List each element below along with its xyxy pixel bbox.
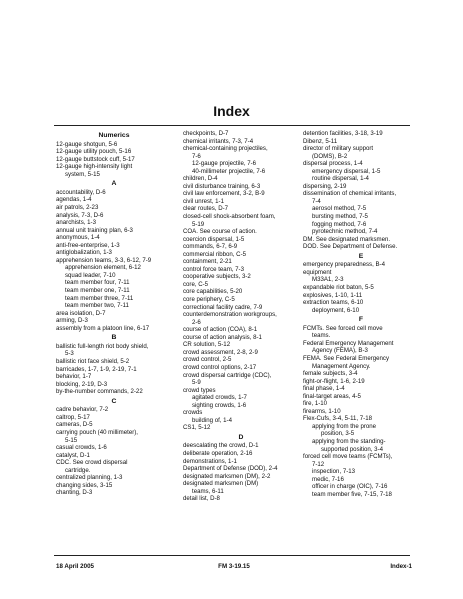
index-entry: Flex-Cufs, 3-4, 5-11, 7-18 <box>303 415 372 423</box>
index-entry: teams. <box>312 332 331 340</box>
index-entry: position, 3-5 <box>321 430 355 438</box>
section-heading: Numerics <box>98 132 130 139</box>
index-entry: final-target areas, 4-5 <box>303 392 361 400</box>
index-entry: Management Agency. <box>312 362 371 370</box>
index-subentry: M33A1, 2-3 <box>312 276 344 284</box>
index-entry: FCMTs. See forced cell move <box>303 324 383 332</box>
index-column-3 <box>303 130 419 498</box>
index-subentry: applying from the prone <box>312 422 377 430</box>
index-entry: 2-6 <box>192 318 201 326</box>
index-subentry: emergency dispersal, 1-5 <box>312 167 381 175</box>
index-entry: cooperative subjects, 3-2 <box>183 273 251 281</box>
index-entry: counterdemonstration workgroups, <box>183 311 277 319</box>
index-entry: supported position, 3-4 <box>321 445 383 453</box>
page-footer <box>56 562 412 572</box>
index-entry: control force team, 7-3 <box>183 265 244 273</box>
index-entry: DOD. See Department of Defense. <box>303 243 398 251</box>
index-entry: closed-cell shock-absorbent foam, <box>183 213 276 221</box>
footer-manual: FM 3-19.15 <box>218 563 250 570</box>
index-entry: clear routes, D-7 <box>183 205 229 213</box>
index-entry: 5-19 <box>192 220 205 228</box>
index-entry: director of military support <box>303 145 374 153</box>
footer-date: 18 April 2005 <box>56 563 94 570</box>
index-entry: centralized planning, 1-3 <box>56 474 123 482</box>
section-heading: A <box>111 180 117 188</box>
index-entry: ballistic riot face shield, 5-2 <box>56 358 130 365</box>
index-entry: accountability, D-6 <box>56 188 106 196</box>
index-entry: civil disturbance training, 6-3 <box>183 182 261 190</box>
index-entry: chanting, D-3 <box>56 489 93 497</box>
index-column-1 <box>56 130 172 497</box>
header-rule <box>54 125 410 126</box>
index-entry: system, 5-15 <box>65 170 100 178</box>
index-entry: 7-4 <box>312 197 321 205</box>
index-entry: air patrols, 2-23 <box>56 204 99 212</box>
index-subentry: officer in charge (OIC), 7-16 <box>312 483 388 491</box>
index-entry: Department of Defense (DOD), 2-4 <box>183 465 278 473</box>
index-entry: crowds <box>183 409 203 417</box>
index-subentry: deployment, 6-10 <box>312 306 360 314</box>
index-entry: ballistic full-length riot body shield, <box>56 342 149 350</box>
index-entry: 7-12 <box>312 460 325 468</box>
index-entry: fire, 1-10 <box>303 400 328 408</box>
index-entry: carrying pouch (40 millimeter), <box>56 428 138 436</box>
index-entry: teams, 6-11 <box>192 487 224 495</box>
index-entry: blocking, 2-19, D-3 <box>56 380 108 388</box>
index-subentry: squad leader, 7-10 <box>65 271 116 279</box>
index-entry: designated marksmen (DM) <box>183 480 259 488</box>
section-heading: C <box>111 397 117 405</box>
index-entry: agendas, 1-4 <box>56 196 92 204</box>
index-column-2 <box>183 130 299 503</box>
index-entry: children, D-4 <box>183 175 218 183</box>
section-heading: D <box>238 433 244 441</box>
index-entry: by-the-number commands, 2-22 <box>56 388 143 396</box>
index-entry: course of action analysis, 8-1 <box>183 333 262 341</box>
index-entry: annual unit training plan, 6-3 <box>56 226 133 234</box>
index-entry: detention facilities, 3-18, 3-19 <box>303 130 383 137</box>
index-entry: designated marksmen (DM), 2-2 <box>183 472 271 480</box>
index-entry: commands, 6-7, 6-9 <box>183 243 238 251</box>
index-entry: expandable riot baton, 5-5 <box>303 283 374 291</box>
index-entry: apprehension teams, 3-3, 6-12, 7-9 <box>56 256 152 264</box>
index-entry: course of action (COA), 8-1 <box>183 326 258 334</box>
index-entry: 5-15 <box>65 436 78 444</box>
index-subentry: apprehension element, 6-12 <box>65 264 141 272</box>
section-heading: F <box>358 316 364 324</box>
index-entry: Agency (FEMA), B-3 <box>312 347 368 355</box>
index-entry: barricades, 1-7, 1-9, 2-19, 7-1 <box>56 365 137 373</box>
index-entry: crowd dispersal cartridge (CDC), <box>183 371 272 379</box>
index-entry: assembly from a platoon line, 6-17 <box>56 324 150 332</box>
index-entry: (DOMS), B-2 <box>312 152 348 160</box>
index-entry: crowd types <box>183 386 216 394</box>
index-entry: core, C-5 <box>183 280 209 288</box>
index-entry: COA. See course of action. <box>183 228 257 236</box>
index-entry: casual crowds, 1-6 <box>56 444 107 452</box>
index-subentry: 40-millimeter projectile, 7-6 <box>192 167 266 175</box>
index-entry: CDC. See crowd dispersal <box>56 459 128 467</box>
index-entry: DM. See designated marksmen. <box>303 235 391 243</box>
index-subentry: building of, 1-4 <box>192 416 232 424</box>
index-subentry: team member five, 7-15, 7-18 <box>312 490 392 498</box>
index-entry: cadre behavior, 7-2 <box>56 406 109 414</box>
footer-page-number: Index-1 <box>390 563 412 570</box>
index-entry: Federal Emergency Management <box>303 339 394 347</box>
index-entry: chemical-containing projectiles, <box>183 145 268 153</box>
index-entry: forced cell move teams (FCMTs), <box>303 453 393 461</box>
index-entry: detail list, D-8 <box>183 495 220 503</box>
page-title: Index <box>213 103 250 119</box>
index-entry: crowd assessment, 2-8, 2-9 <box>183 348 258 356</box>
index-entry: Dibenz, 5-11 <box>303 137 338 145</box>
index-entry: checkpoints, D-7 <box>183 130 229 137</box>
index-entry: core periphery, C-5 <box>183 296 235 304</box>
index-subentry: sighting crowds, 1-6 <box>192 401 247 409</box>
section-heading: B <box>111 334 117 342</box>
index-entry: dissemination of chemical irritants, <box>303 190 397 198</box>
index-entry: behavior, 1-7 <box>56 373 92 381</box>
index-entry: area isolation, D-7 <box>56 309 106 317</box>
index-entry: extraction teams, 6-10 <box>303 299 364 307</box>
index-entry: female subjects, 3-4 <box>303 370 358 378</box>
index-entry: firearms, 1-10 <box>303 407 341 415</box>
index-entry: arming, D-3 <box>56 317 88 325</box>
index-entry: changing sides, 3-15 <box>56 481 113 489</box>
index-entry: dispersing, 2-19 <box>303 182 347 190</box>
index-entry: correctional facility cadre, 7-9 <box>183 303 263 311</box>
index-subentry: team member one, 7-11 <box>65 287 130 295</box>
index-entry: analysis, 7-3, D-6 <box>56 211 104 219</box>
index-subentry: team member four, 7-11 <box>65 279 130 287</box>
index-entry: 12-gauge buttstock cuff, 5-17 <box>56 155 135 163</box>
index-entry: 5-9 <box>192 379 201 387</box>
index-subentry: agitated crowds, 1-7 <box>192 394 247 402</box>
index-subentry: team member two, 7-11 <box>65 302 129 310</box>
index-entry: chemical irritants, 7-3, 7-4 <box>183 137 254 145</box>
index-entry: anonymous, 1-4 <box>56 234 100 242</box>
index-entry: commercial ribbon, C-5 <box>183 250 246 258</box>
index-entry: equipment <box>303 268 332 276</box>
index-entry: deescalating the crowd, D-1 <box>183 442 259 450</box>
index-entry: anarchists, 1-3 <box>56 219 96 227</box>
index-entry: coercion dispersal, 1-5 <box>183 235 245 243</box>
index-entry: final phase, 1-4 <box>303 385 345 393</box>
index-entry: cameras, D-5 <box>56 421 93 429</box>
index-entry: CR solution, 5-12 <box>183 341 231 349</box>
footer-rule <box>54 555 410 556</box>
index-entry: 12-gauge utility pouch, 5-16 <box>56 148 132 156</box>
index-subentry: routine dispersal, 1-4 <box>312 175 369 183</box>
index-subentry: inspection, 7-13 <box>312 468 356 476</box>
index-entry: catalyst, D-1 <box>56 451 90 459</box>
index-entry: emergency preparedness, B-4 <box>303 261 385 269</box>
index-subentry: team member three, 7-11 <box>65 294 134 302</box>
index-entry: 12-gauge high-intensity light <box>56 163 133 171</box>
index-entry: deliberate operation, 2-16 <box>183 450 253 458</box>
index-entry: core capabilities, 5-20 <box>183 288 243 296</box>
index-entry: cartridge. <box>65 466 91 474</box>
index-entry: containment, 2-21 <box>183 258 232 266</box>
index-entry: dispersal process, 1-4 <box>303 160 363 168</box>
section-heading: E <box>358 252 364 260</box>
index-entry: civil law enforcement, 3-2, B-9 <box>183 190 265 198</box>
index-entry: 7-6 <box>192 152 201 160</box>
index-subentry: medic, 7-16 <box>312 475 344 483</box>
index-entry: caltrop, 5-17 <box>56 413 90 421</box>
index-entry: 5-3 <box>65 350 74 358</box>
index-entry: demonstrations, 1-1 <box>183 457 237 465</box>
index-entry: crowd control, 2-5 <box>183 356 232 364</box>
index-entry: crowd control options, 2-17 <box>183 363 257 371</box>
index-subentry: aerosol method, 7-5 <box>312 205 367 213</box>
index-entry: 12-gauge shotgun, 5-6 <box>56 140 118 148</box>
index-subentry: pyrotechnic method, 7-4 <box>312 228 378 236</box>
index-entry: FEMA. See Federal Emergency <box>303 354 390 362</box>
index-subentry: bursting method, 7-5 <box>312 213 368 221</box>
index-entry: fight-or-flight, 1-6, 2-19 <box>303 377 365 385</box>
index-entry: CS1, 5-12 <box>183 424 211 432</box>
index-subentry: fogging method, 7-6 <box>312 220 367 228</box>
index-entry: explosives, 1-10, 1-11 <box>303 291 363 299</box>
index-entry: anti-free-enterprise, 1-3 <box>56 241 120 249</box>
index-entry: civil unrest, 1-1 <box>183 197 224 205</box>
index-entry: antiglobalization, 1-3 <box>56 249 112 257</box>
index-subentry: 12-gauge projectile, 7-6 <box>192 160 257 168</box>
index-subentry: applying from the standing- <box>312 437 386 445</box>
